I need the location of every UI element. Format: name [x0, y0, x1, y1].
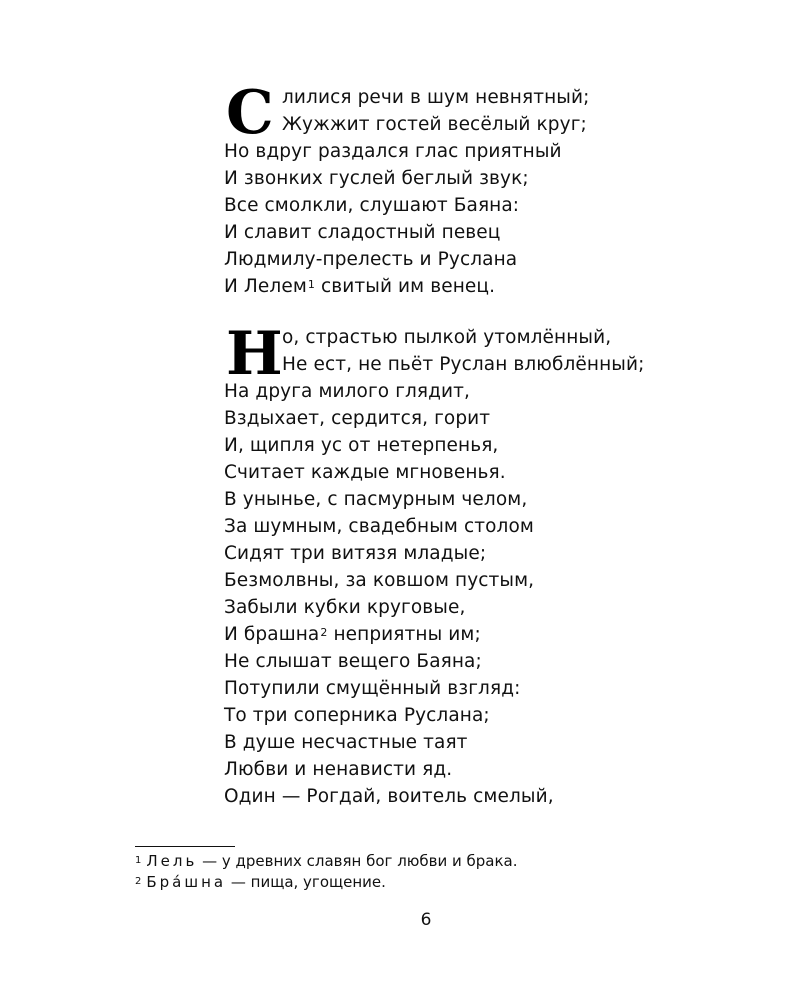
footnote-term: Лель — [146, 852, 198, 870]
verse-line: И славит сладостный певец — [224, 222, 501, 243]
verse-line: Вздыхает, сердится, горит — [224, 408, 491, 429]
verse-text: неприятны им; — [327, 624, 481, 645]
footnote-divider — [135, 846, 235, 847]
verse-line: Не слышат вещего Баяна; — [224, 651, 482, 672]
footnote-text: — у древних славян бог любви и брака. — [197, 852, 518, 870]
verse-line: Потупили смущённый взгляд: — [224, 678, 521, 699]
verse-line: Любви и ненависти яд. — [224, 759, 453, 780]
verse-line: Считает каждые мгновенья. — [224, 462, 506, 483]
page-number: 6 — [420, 910, 432, 930]
stanza — [224, 319, 645, 810]
verse-line: Забыли кубки круговые, — [224, 597, 466, 618]
footnote-marker: 1 — [307, 278, 315, 291]
footnote — [135, 851, 518, 872]
verse-line: И, щипля ус от нетерпенья, — [224, 435, 499, 456]
verse-line: Все смолкли, слушают Баяна: — [224, 195, 520, 216]
verse-line: Сидят три витязя младые; — [224, 543, 487, 564]
footnote — [135, 872, 518, 893]
verse-line: На друга милого глядит, — [224, 381, 471, 402]
footnote-marker: 2 — [320, 626, 328, 639]
drop-cap: С — [226, 78, 274, 148]
stanza — [224, 78, 590, 300]
footnotes — [135, 851, 518, 893]
verse-line: Один — Рогдай, воитель смелый, — [224, 786, 554, 807]
footnote-text: — пища, угощение. — [226, 873, 386, 891]
verse-line: Жужжит гостей весёлый круг; — [282, 114, 587, 135]
verse-line: То три соперника Руслана; — [224, 705, 490, 726]
verse-line: Людмилу-прелесть и Руслана — [224, 249, 518, 270]
verse-line: Не ест, не пьёт Руслан влюблённый; — [282, 354, 645, 375]
verse-line: В унынье, с пасмурным челом, — [224, 489, 528, 510]
verse-line: В душе несчастные таят — [224, 732, 468, 753]
verse-text: свитый им венец. — [314, 276, 496, 297]
verse-line: о, страстью пылкой утомлённый, — [282, 327, 612, 348]
footnote-term: Бра́шна — [146, 873, 227, 891]
verse-line: И звонких гуслей беглый звук; — [224, 168, 529, 189]
verse-line-with-footnote — [224, 621, 644, 648]
verse-line: Но вдруг раздался глас приятный — [224, 141, 562, 162]
verse-line: лилися речи в шум невнятный; — [282, 87, 590, 108]
footnote-number: 2 — [135, 876, 142, 887]
verse-line: За шумным, свадебным столом — [224, 516, 534, 537]
verse-text: И Лелем — [224, 276, 307, 297]
drop-cap: Н — [226, 319, 283, 389]
footnote-number: 1 — [135, 855, 142, 866]
verse-text: И брашна — [224, 624, 320, 645]
verse-line-with-footnote — [224, 273, 589, 300]
verse-line: Безмолвны, за ковшом пустым, — [224, 570, 535, 591]
